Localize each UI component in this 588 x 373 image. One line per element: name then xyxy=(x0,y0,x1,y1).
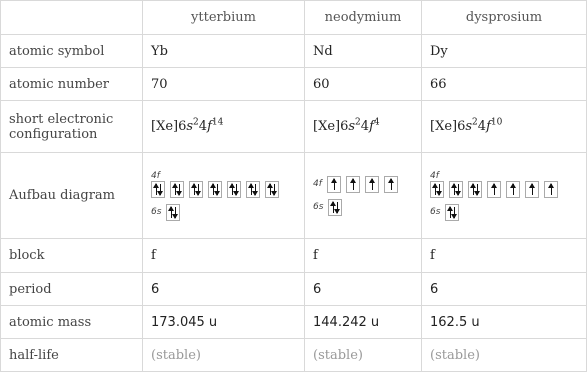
spin-up-arrow-icon xyxy=(391,179,392,190)
aufbau-diagram-neodymium xyxy=(305,153,422,239)
spin-down-arrow-icon xyxy=(454,207,455,218)
cell-value: 6 xyxy=(143,273,305,306)
aufbau-diagram-dysprosium xyxy=(422,153,587,239)
cell-value: f xyxy=(305,239,422,273)
orbital-label-4f: 4f xyxy=(313,179,322,189)
orbital-box-paired xyxy=(208,181,222,198)
spin-down-arrow-icon xyxy=(179,184,180,195)
table-row xyxy=(1,273,587,306)
table-row xyxy=(1,101,587,153)
spin-up-arrow-icon xyxy=(494,184,495,195)
header-neodymium: neodymium xyxy=(305,1,422,35)
orbital-label-6s: 6s xyxy=(313,202,324,212)
spin-down-arrow-icon xyxy=(477,184,478,195)
row-label-aufbau: Aufbau diagram xyxy=(1,153,143,239)
table-row xyxy=(1,153,587,239)
cell-value: Nd xyxy=(305,35,422,68)
spin-up-arrow-icon xyxy=(334,179,335,190)
orbital-boxes-4f xyxy=(151,181,279,198)
header-dysprosium: dysprosium xyxy=(422,1,587,35)
orbital-boxes-6s xyxy=(445,204,459,221)
orbital-box-paired xyxy=(166,204,180,221)
orbital-box-paired xyxy=(246,181,260,198)
row-label-atomic-mass: atomic mass xyxy=(1,306,143,339)
row-label-atomic-symbol: atomic symbol xyxy=(1,35,143,68)
header-row xyxy=(1,1,587,35)
cell-value: 70 xyxy=(143,68,305,101)
orbital-box-paired xyxy=(430,181,444,198)
spin-down-arrow-icon xyxy=(236,184,237,195)
row-label-period: period xyxy=(1,273,143,306)
orbital-label-4f: 4f xyxy=(430,170,439,181)
spin-down-arrow-icon xyxy=(337,202,338,213)
cell-value: 66 xyxy=(422,68,587,101)
cell-value: 6 xyxy=(422,273,587,306)
orbital-box-paired xyxy=(445,204,459,221)
orbital-box-single xyxy=(525,181,539,198)
row-label-atomic-number: atomic number xyxy=(1,68,143,101)
config-cell: $[Xe]6s^24f^{14}$ xyxy=(143,101,305,153)
aufbau-diagram-ytterbium xyxy=(143,153,305,239)
header-ytterbium: ytterbium xyxy=(143,1,305,35)
orbital-box-single xyxy=(327,176,341,193)
config-cell: $[Xe]6s^24f^{10}$ xyxy=(422,101,587,153)
spin-down-arrow-icon xyxy=(217,184,218,195)
orbital-boxes-4f xyxy=(327,176,398,193)
table-row xyxy=(1,239,587,273)
orbital-label-6s: 6s xyxy=(430,207,441,217)
orbital-box-paired xyxy=(170,181,184,198)
config-cell: $[Xe]6s^24f^4$ xyxy=(305,101,422,153)
spin-up-arrow-icon xyxy=(513,184,514,195)
spin-down-arrow-icon xyxy=(439,184,440,195)
spin-down-arrow-icon xyxy=(274,184,275,195)
spin-up-arrow-icon xyxy=(372,179,373,190)
orbital-box-single xyxy=(487,181,501,198)
orbital-box-paired xyxy=(189,181,203,198)
cell-value: 173.045 u xyxy=(143,306,305,339)
cell-value: (stable) xyxy=(305,339,422,372)
spin-down-arrow-icon xyxy=(160,184,161,195)
cell-value: 60 xyxy=(305,68,422,101)
orbital-box-paired xyxy=(151,181,165,198)
spin-up-arrow-icon xyxy=(551,184,552,195)
cell-value: f xyxy=(422,239,587,273)
cell-value: 6 xyxy=(305,273,422,306)
orbital-box-single xyxy=(346,176,360,193)
orbital-box-single xyxy=(544,181,558,198)
table-row xyxy=(1,306,587,339)
orbital-box-paired xyxy=(468,181,482,198)
spin-up-arrow-icon xyxy=(353,179,354,190)
orbital-box-paired xyxy=(328,199,342,216)
orbital-boxes-4f xyxy=(430,181,558,198)
row-label-half-life: half-life xyxy=(1,339,143,372)
spin-down-arrow-icon xyxy=(255,184,256,195)
orbital-boxes-6s xyxy=(166,204,180,221)
orbital-box-paired xyxy=(265,181,279,198)
orbital-box-single xyxy=(506,181,520,198)
cell-value: 162.5 u xyxy=(422,306,587,339)
spin-up-arrow-icon xyxy=(532,184,533,195)
row-label-block: block xyxy=(1,239,143,273)
orbital-label-6s: 6s xyxy=(151,207,162,217)
table-row xyxy=(1,339,587,372)
cell-value: f xyxy=(143,239,305,273)
orbital-box-paired xyxy=(449,181,463,198)
orbital-box-single xyxy=(384,176,398,193)
cell-value: Dy xyxy=(422,35,587,68)
orbital-box-single xyxy=(365,176,379,193)
spin-down-arrow-icon xyxy=(175,207,176,218)
spin-down-arrow-icon xyxy=(458,184,459,195)
cell-value: (stable) xyxy=(143,339,305,372)
row-label-configuration: short electronic configuration xyxy=(1,101,143,153)
cell-value: Yb xyxy=(143,35,305,68)
cell-value: (stable) xyxy=(422,339,587,372)
table-row xyxy=(1,35,587,68)
cell-value: 144.242 u xyxy=(305,306,422,339)
orbital-boxes-6s xyxy=(328,199,342,216)
header-empty xyxy=(1,1,143,35)
table-row xyxy=(1,68,587,101)
orbital-label-4f: 4f xyxy=(151,170,160,181)
spin-down-arrow-icon xyxy=(198,184,199,195)
orbital-box-paired xyxy=(227,181,241,198)
